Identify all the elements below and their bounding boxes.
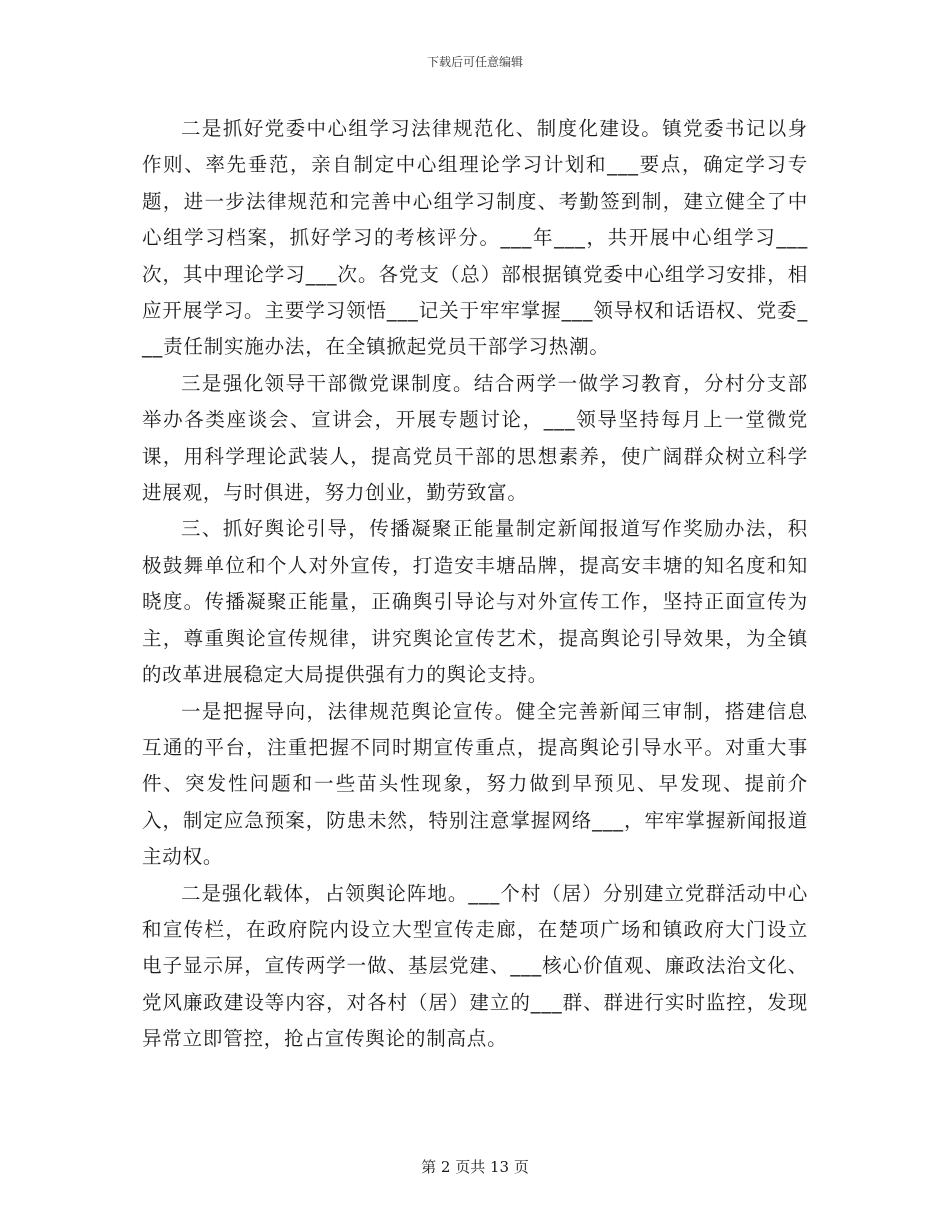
document-body bbox=[142, 111, 808, 1058]
paragraph-3: 三、抓好舆论引导，传播凝聚正能量制定新闻报道写作奖励办法，积极鼓舞单位和个人对外宣传，打造安丰塘品牌，提高安丰塘的知名度和知晓度。传播凝聚正能量，正确舆引导论与对外宣传工作，坚持正面宣传为主，尊重舆论宣传规律，讲究舆论宣传艺术，提高舆论引导效果，为全镇的改革进展稳定大局提供强有力的舆论支持。 bbox=[142, 517, 808, 687]
paragraph-5: 二是强化载体，占领舆论阵地。___个村（居）分别建立党群活动中心和宣传栏，在政府院内设立大型宣传走廊，在楚项广场和镇政府大门设立电子显示屏，宣传两学一做、基层党建、___核心价值观、廉政法治文化、党风廉政建设等内容，对各村（居）建立的___群、群进行实时监控，发现异常立即管控，抢占宣传舆论的制高点。 bbox=[142, 881, 808, 1051]
paragraph-1: 二是抓好党委中心组学习法律规范化、制度化建设。镇党委书记以身作则、率先垂范，亲自制定中心组理论学习计划和___要点，确定学习专题，进一步法律规范和完善中心组学习制度、考勤签到制，建立健全了中心组学习档案，抓好学习的考核评分。___年___，共开展中心组学习___次，其中理论学习___次。各党支（总）部根据镇党委中心组学习安排，相应开展学习。主要学习领悟___记关于牢牢掌握___领导权和话语权、党委___责任制实施办法，在全镇掀起党员干部学习热潮。 bbox=[142, 117, 808, 359]
paragraph-2: 三是强化领导干部微党课制度。结合两学一做学习教育，分村分支部举办各类座谈会、宣讲会，开展专题讨论，___领导坚持每月上一堂微党课，用科学理论武装人，提高党员干部的思想素养，使广阔群众树立科学进展观，与时俱进，努力创业，勤劳致富。 bbox=[142, 371, 808, 505]
page-header: 下载后可任意编辑 bbox=[426, 55, 523, 69]
page-footer: 第 2 页共 13 页 bbox=[421, 1158, 529, 1176]
paragraph-4: 一是把握导向，法律规范舆论宣传。健全完善新闻三审制，搭建信息互通的平台，注重把握不同时期宣传重点，提高舆论引导水平。对重大事件、突发性问题和一些苗头性现象，努力做到早预见、早发现、提前介入，制定应急预案，防患未然，特别注意掌握网络___，牢牢掌握新闻报道主动权。 bbox=[142, 699, 808, 869]
